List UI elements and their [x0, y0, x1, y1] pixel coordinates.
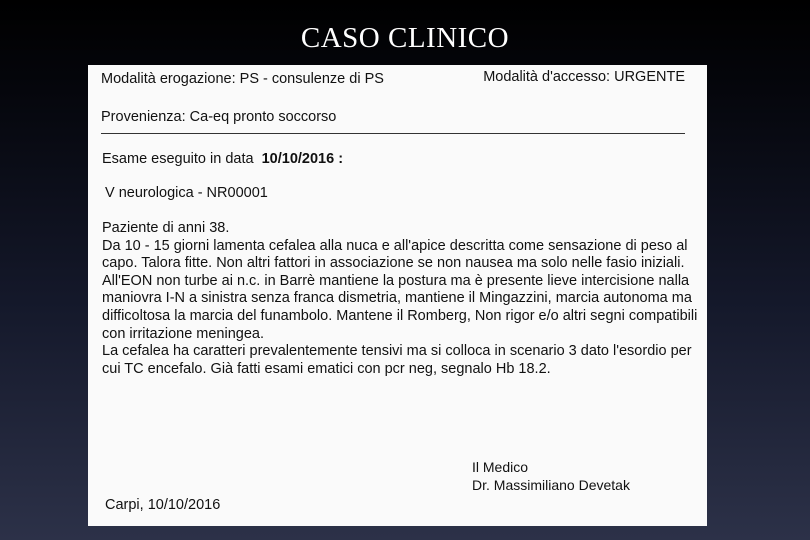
clinical-notes [102, 220, 698, 378]
delivery-mode: Modalità erogazione: PS - consulenze di PS [101, 71, 384, 87]
exam-date-label: Esame eseguito in data [102, 151, 254, 167]
access-mode: Modalità d'accesso: URGENTE [483, 69, 685, 85]
provenance: Provenienza: Ca-eq pronto soccorso [101, 109, 337, 125]
note-paragraph: Paziente di anni 38. [102, 220, 230, 236]
place-and-date: Carpi, 10/10/2016 [105, 497, 221, 513]
note-paragraph: La cefalea ha caratteri prevalentemente tensivi ma si colloca in scenario 3 dato l'esordio per cui TC encefalo. Già fatti esami ematici con pcr neg, segnalo Hb 18.2. [102, 343, 692, 377]
signature-name: Dr. Massimiliano Devetak [472, 477, 630, 493]
exam-date-line [102, 151, 343, 167]
request-code: V neurologica - NR00001 [105, 185, 268, 201]
signature-block [472, 458, 630, 494]
note-paragraph: All'EON non turbe ai n.c. in Barrè mantiene la postura ma è presente lieve intercisione nalla maniovra I-N a sinistra senza franca dismetria, mantiene il Mingazzini, marcia autonoma ma difficoltosa la marcia del funambolo. Mantene il Romberg, Non rigor e/o altri segni compatibili con irritazione meningea. [102, 272, 698, 342]
divider-line [101, 133, 685, 134]
clinical-report-document [88, 65, 707, 526]
exam-date-value: 10/10/2016 : [261, 151, 344, 167]
signature-role: Il Medico [472, 459, 529, 475]
note-paragraph: Da 10 - 15 giorni lamenta cefalea alla nuca e all'apice descritta come sensazione di peso al capo. Talora fitte. Non altri fattori in associazione se non nausea ma solo nelle fasio iniziali. [102, 237, 688, 272]
slide-title: CASO CLINICO [300, 22, 510, 54]
